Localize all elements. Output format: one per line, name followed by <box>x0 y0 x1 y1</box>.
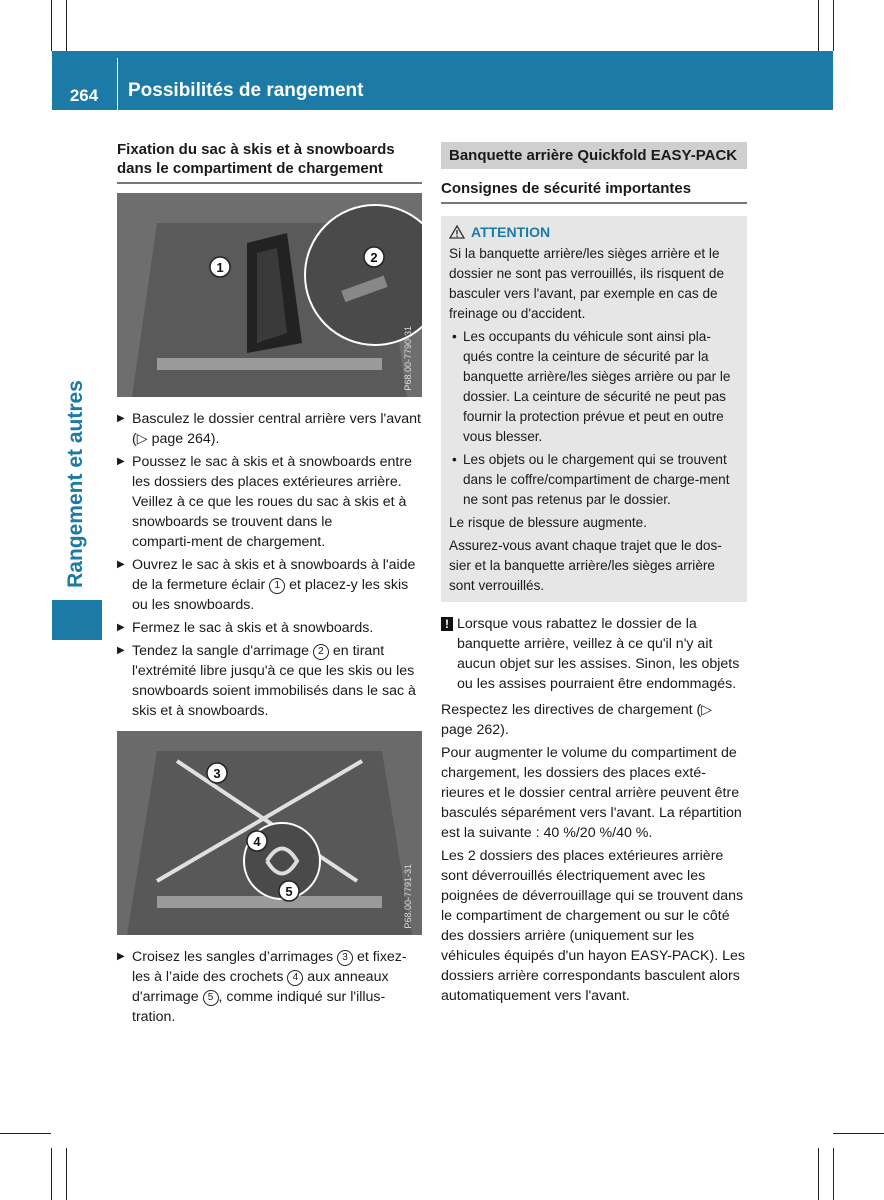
warning-title-text: ATTENTION <box>471 224 551 240</box>
warning-bullet: • Les occupants du véhicule sont ainsi pla-qués contre la ceinture de sécurité par la banquette arrière/les sièges arrière ou par le dossier. La ceinture de sécurité ne peut pas fournir la protection prévue et peut en outre vous blesser. <box>449 327 739 447</box>
paragraph: Respectez les directives de chargement (▷ page 262). <box>441 702 713 738</box>
straps-photo <box>117 731 422 935</box>
callout-5: 5 <box>285 884 293 899</box>
step-text: Ouvrez le sac à skis et à snowboards à l'aide de la fermeture éclair <box>132 557 416 593</box>
crop-mark <box>66 0 67 51</box>
section-heading: Banquette arrière Quickfold EASY-PACK <box>441 142 747 169</box>
step-item <box>117 555 422 615</box>
note-text: Lorsque vous rabattez le dossier de la banquette arrière, veillez à ce qu'il n'y ait aucun objet sur les assises. Sinon, les objets ou les assises pourraient être endommagés. <box>457 616 740 692</box>
callout-ref: 1 <box>269 578 285 594</box>
crop-mark <box>818 0 819 51</box>
warning-title <box>449 222 739 242</box>
crop-mark <box>833 1148 834 1200</box>
note-block <box>441 614 747 694</box>
step-list <box>117 409 422 721</box>
step-text: et fixez-les à l’aide des crochets <box>132 949 407 985</box>
step-list <box>117 947 422 1027</box>
step-item <box>117 947 422 1027</box>
warning-bullet: • Les objets ou le chargement qui se trouvent dans le coffre/compartiment de charge-ment ne sont pas retenus par le dossier. <box>449 450 739 510</box>
crop-mark <box>66 1148 67 1200</box>
callout-ref: 5 <box>203 990 219 1006</box>
warning-intro: Si la banquette arrière/les sièges arrière et le dossier ne sont pas verrouillés, ils risquent de basculer vers l'avant, par exemple en cas de freinage ou d'accident. <box>449 246 725 321</box>
warning-advice: Assurez-vous avant chaque trajet que le dos-sier et la banquette arrière/les sièges arrière sont verrouillés. <box>449 538 722 593</box>
step-item: ▶ Poussez le sac à skis et à snowboards entre les dossiers des places extérieures arrière. Veillez à ce que les roues du sac à skis et à snowboards se trouvent dans le comparti‑ment de chargement. <box>117 452 422 552</box>
warning-box <box>441 216 747 602</box>
step-text: aux anneaux d'arrimage <box>132 969 389 1005</box>
exclamation-icon: ! <box>441 617 453 631</box>
section-title: Fixation du sac à skis et à snowboards dans le compartiment de chargement <box>117 140 422 184</box>
callout-2: 2 <box>370 250 378 265</box>
paragraph: Les 2 dossiers des places extérieures arrière sont déverrouillés électriquement avec les poignées de déverrouillage qui se trouvent dans le compartiment de chargement ou sur le côté des dossiers arrière (uniquement sur les véhicules équipés d'un hayon EASY-PACK). Les dossiers arrière correspondants basculent alors automatiquement vers l'avant. <box>441 848 745 1004</box>
ski-bag-photo <box>117 193 422 397</box>
header-divider <box>117 58 118 110</box>
step-text: Croisez les sangles d’arrimages <box>132 949 338 965</box>
photo-code: P68.00-7790-31 <box>403 326 413 391</box>
page-title: Possibilités de rangement <box>128 80 364 101</box>
callout-ref: 4 <box>287 970 303 986</box>
callout-ref: 2 <box>313 644 329 660</box>
crop-mark <box>818 1148 819 1200</box>
right-column <box>441 142 747 1009</box>
callout-ref: 3 <box>337 950 353 966</box>
left-column <box>117 140 422 1030</box>
step-text: et placez-y les skis ou les snowboards. <box>132 577 409 613</box>
paragraph: Pour augmenter le volume du compartiment de chargement, les dossiers des places exté-rieures et le dossier central arrière peuvent être basculés séparément vers l'avant. La répartition est la suivante : 40 %/20 %/40 %. <box>441 745 742 841</box>
warning-triangle-icon <box>449 225 465 239</box>
step-text: , comme indiqué sur l'illus-tration. <box>132 989 386 1025</box>
step-text: Tendez la sangle d'arrimage <box>132 643 313 659</box>
callout-4: 4 <box>253 834 261 849</box>
warning-risk: Le risque de blessure augmente. <box>449 515 647 530</box>
crop-mark <box>51 0 52 51</box>
step-item <box>117 641 422 721</box>
crop-mark <box>833 0 834 51</box>
step-item: ▶ Fermez le sac à skis et à snowboards. <box>117 618 422 638</box>
callout-1: 1 <box>216 260 224 275</box>
page-number: 264 <box>69 86 99 105</box>
subheading: Consignes de sécurité importantes <box>441 179 747 204</box>
photo-code: P68.00-7791-31 <box>403 864 413 929</box>
step-text: en tirant l'extrémité libre jusqu'à ce que les skis ou les snowboards soient immobilisés dans le sac à skis et à snowboards. <box>132 643 416 719</box>
side-tab-marker <box>52 600 102 640</box>
ski-bag-illustration <box>117 193 422 397</box>
callout-3: 3 <box>213 766 221 781</box>
crop-mark <box>0 1133 51 1134</box>
crop-mark <box>51 1148 52 1200</box>
crop-mark <box>833 1133 884 1134</box>
straps-illustration <box>117 731 422 935</box>
step-item: ▶ Basculez le dossier central arrière vers l'avant (▷ page 264). <box>117 409 422 449</box>
side-tab-label: Rangement et autres <box>64 380 87 588</box>
